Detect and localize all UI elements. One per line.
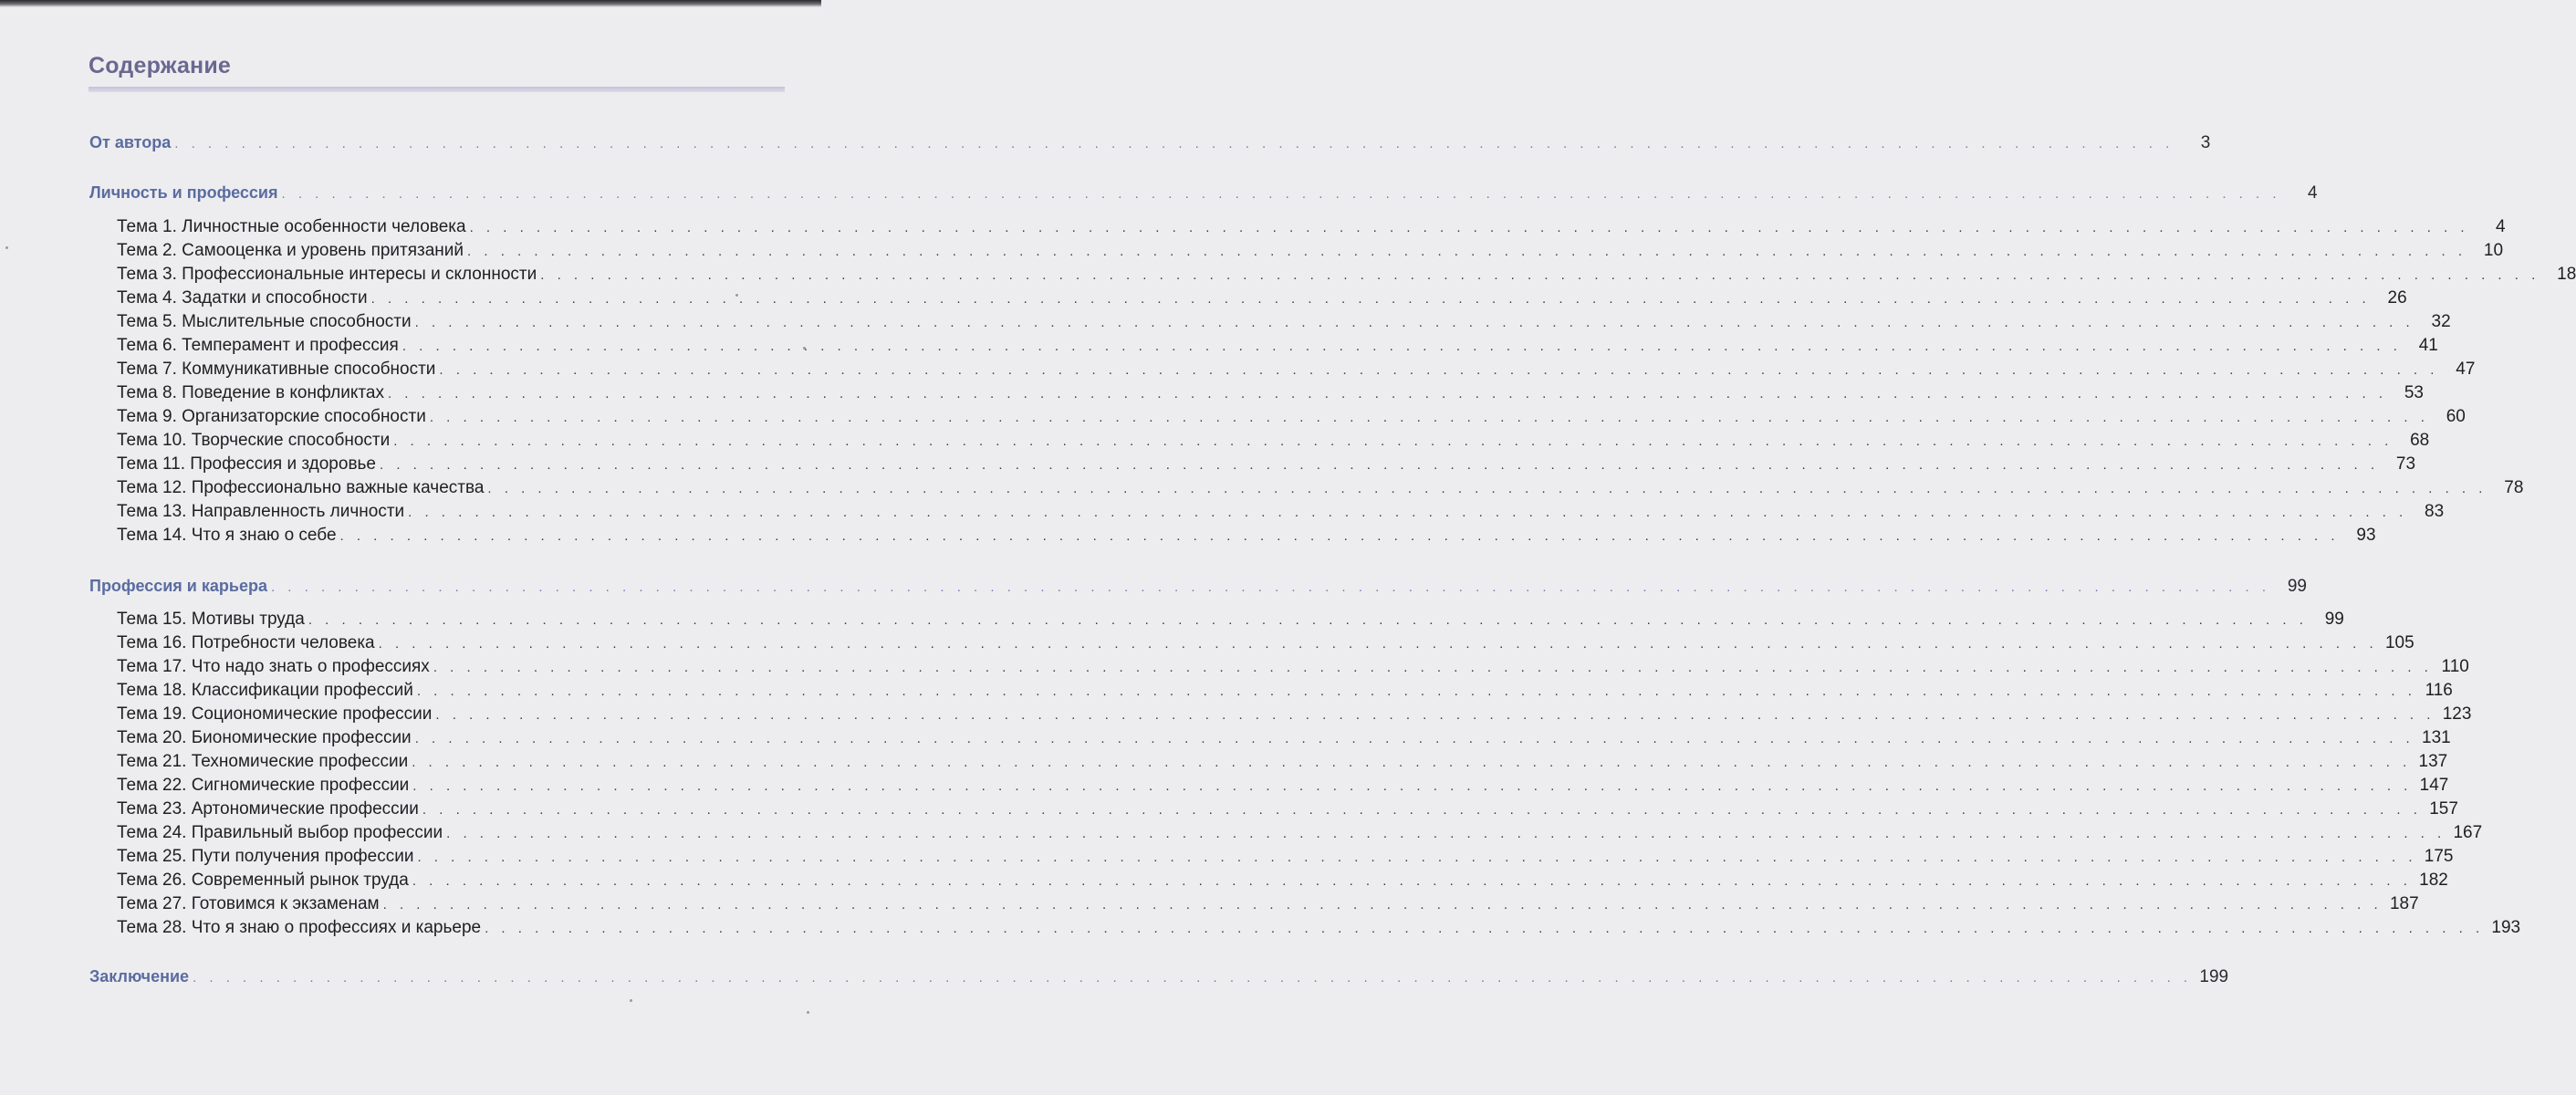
dot-leader: . . . . . . . . . . . . . . . . . . . . . . . . . . . . . . . . . . . . . . . . . . . . . . . . . . . . . . . . . . . . . . . . . . . . . . . . . . . . . . . . . . . . . . . . . . . . . . . . . . . . . . . . . . . . . . . . . . . . . . . . <box>422 802 2422 818</box>
toc-entry-label: Тема 11. Профессия и здоровье <box>117 454 376 474</box>
toc-entry-label: Тема 13. Направленность личности <box>117 502 405 521</box>
toc-entry-label: Заключение <box>89 967 190 986</box>
toc-topic-entry <box>117 526 2376 549</box>
scan-speck <box>5 246 8 249</box>
toc-section-entry <box>89 133 2211 157</box>
toc-topic-entry <box>117 360 2476 383</box>
toc-entry-label: Тема 27. Готовимся к экзаменам <box>117 894 380 913</box>
toc-page-number: 41 <box>2418 336 2438 355</box>
dot-leader: . . . . . . . . . . . . . . . . . . . . . . . . . . . . . . . . . . . . . . . . . . . . . . . . . . . . . . . . . . . . . . . . . . . . . . . . . . . . . . . . . . . . . . . . . . . . . . . . . . . . . . . . . . . . . . . . . . . . . . . . <box>382 897 2383 912</box>
toc-topic-entry <box>117 454 2416 478</box>
toc-entry-label: Тема 24. Правильный выбор профессии <box>117 823 443 842</box>
toc-entry-label: Тема 14. Что я знаю о себе <box>117 526 337 545</box>
toc-topic-entry <box>117 610 2344 633</box>
toc-entry-label: Тема 12. Профессионально важные качества <box>117 478 485 497</box>
toc-entry-label: Тема 20. Биономические профессии <box>117 728 412 747</box>
dot-leader: . . . . . . . . . . . . . . . . . . . . . . . . . . . . . . . . . . . . . . . . . . . . . . . . . . . . . . . . . . . . . . . . . . . . . . . . . . . . . . . . . . . . . . . . . . . . . . . . . . . . . . . . . . . . . . . . . . . . . . . . <box>308 612 2308 628</box>
dot-leader: . . . . . . . . . . . . . . . . . . . . . . . . . . . . . . . . . . . . . . . . . . . . . . . . . . . . . . . . . . . . . . . . . . . . . . . . . . . . . . . . . . . . . . . . . . . . . . . . . . . . . . . . . . . . . . . . . . . . . . . . <box>487 481 2487 496</box>
toc-topic-entry <box>117 502 2445 526</box>
toc-page-number: 105 <box>2384 633 2414 652</box>
toc-entry-label: Тема 23. Артономические профессии <box>117 799 419 819</box>
toc-topic-entry <box>117 799 2458 823</box>
toc-page-number: 4 <box>2496 217 2506 236</box>
page-title: Содержание <box>89 53 232 78</box>
toc-entry-label: Тема 4. Задатки и способности <box>117 288 368 308</box>
toc-topic-entry <box>117 383 2424 407</box>
toc-entry-label: Тема 26. Современный рынок труда <box>117 871 409 890</box>
toc-topic-entry <box>117 407 2466 431</box>
toc-page-number: 193 <box>2491 918 2521 937</box>
dot-leader: . . . . . . . . . . . . . . . . . . . . . . . . . . . . . . . . . . . . . . . . . . . . . . . . . . . . . . . . . . . . . . . . . . . . . . . . . . . . . . . . . . . . . . . . . . . . . . . . . . . . . . . . . . . . . . . . . . . . . . . . <box>193 970 2193 986</box>
toc-topic-entry <box>117 728 2451 752</box>
toc-page-number: 157 <box>2429 799 2458 819</box>
dot-leader: . . . . . . . . . . . . . . . . . . . . . . . . . . . . . . . . . . . . . . . . . . . . . . . . . . . . . . . . . . . . . . . . . . . . . . . . . . . . . . . . . . . . . . . . . . . . . . . . . . . . . . . . . . . . . . . . . . . . . . . . <box>339 528 2340 544</box>
toc-page-number: 18 <box>2557 265 2576 284</box>
title-rule <box>89 87 785 92</box>
toc-page-number: 3 <box>2200 133 2211 152</box>
toc-page-number: 60 <box>2446 407 2466 426</box>
toc-page-number: 110 <box>2441 657 2469 676</box>
dot-leader: . . . . . . . . . . . . . . . . . . . . . . . . . . . . . . . . . . . . . . . . . . . . . . . . . . . . . . . . . . . . . . . . . . . . . . . . . . . . . . . . . . . . . . . . . . . . . . . . . . . . . . . . . . . . . . . . . . . . . . . . <box>469 220 2469 235</box>
dot-leader: . . . . . . . . . . . . . . . . . . . . . . . . . . . . . . . . . . . . . . . . . . . . . . . . . . . . . . . . . . . . . . . . . . . . . . . . . . . . . . . . . . . . . . . . . . . . . . . . . . . . . . . . . . . . . . . . . . . . . . . . <box>417 850 2417 865</box>
toc-topic-entry <box>117 776 2449 799</box>
toc-page-number: 10 <box>2483 241 2504 260</box>
toc-page-number: 175 <box>2424 847 2454 866</box>
dot-leader: . . . . . . . . . . . . . . . . . . . . . . . . . . . . . . . . . . . . . . . . . . . . . . . . . . . . . . . . . . . . . . . . . . . . . . . . . . . . . . . . . . . . . . . . . . . . . . . . . . . . . . . . . . . . . . . . . . . . . . . . <box>281 186 2281 202</box>
toc-entry-label: Тема 18. Классификации профессий <box>117 681 413 700</box>
toc-topic-entry <box>117 478 2524 502</box>
toc-topic-entry <box>117 752 2448 776</box>
dot-leader: . . . . . . . . . . . . . . . . . . . . . . . . . . . . . . . . . . . . . . . . . . . . . . . . . . . . . . . . . . . . . . . . . . . . . . . . . . . . . . . . . . . . . . . . . . . . . . . . . . . . . . . . . . . . . . . . . . . . . . . . <box>412 778 2413 794</box>
toc-page-number: 187 <box>2389 894 2419 913</box>
dot-leader: . . . . . . . . . . . . . . . . . . . . . . . . . . . . . . . . . . . . . . . . . . . . . . . . . . . . . . . . . . . . . . . . . . . . . . . . . . . . . . . . . . . . . . . . . . . . . . . . . . . . . . . . . . . . . . . . . . . . . . . . <box>414 315 2414 330</box>
dot-leader: . . . . . . . . . . . . . . . . . . . . . . . . . . . . . . . . . . . . . . . . . . . . . . . . . . . . . . . . . . . . . . . . . . . . . . . . . . . . . . . . . . . . . . . . . . . . . . . . . . . . . . . . . . . . . . . . . . . . . . . . <box>387 386 2387 402</box>
toc-page-number: 199 <box>2199 967 2229 986</box>
toc-entry-label: Тема 28. Что я знаю о профессиях и карьере <box>117 918 482 937</box>
dot-leader: . . . . . . . . . . . . . . . . . . . . . . . . . . . . . . . . . . . . . . . . . . . . . . . . . . . . . . . . . . . . . . . . . . . . . . . . . . . . . . . . . . . . . . . . . . . . . . . . . . . . . . . . . . . . . . . . . . . . . . . . <box>540 267 2540 283</box>
toc-topic-entry <box>117 265 2576 288</box>
toc-topic-entry <box>117 704 2472 728</box>
toc-topic-entry <box>117 847 2454 871</box>
toc-topic-entry <box>117 431 2430 454</box>
toc-entry-label: Тема 5. Мыслительные способности <box>117 312 412 331</box>
scan-speck <box>630 999 632 1002</box>
dot-leader: . . . . . . . . . . . . . . . . . . . . . . . . . . . . . . . . . . . . . . . . . . . . . . . . . . . . . . . . . . . . . . . . . . . . . . . . . . . . . . . . . . . . . . . . . . . . . . . . . . . . . . . . . . . . . . . . . . . . . . . . <box>433 660 2433 675</box>
dot-leader: . . . . . . . . . . . . . . . . . . . . . . . . . . . . . . . . . . . . . . . . . . . . . . . . . . . . . . . . . . . . . . . . . . . . . . . . . . . . . . . . . . . . . . . . . . . . . . . . . . . . . . . . . . . . . . . . . . . . . . . . <box>380 457 2380 473</box>
toc-topic-entry <box>117 217 2506 241</box>
dot-leader: . . . . . . . . . . . . . . . . . . . . . . . . . . . . . . . . . . . . . . . . . . . . . . . . . . . . . . . . . . . . . . . . . . . . . . . . . . . . . . . . . . . . . . . . . . . . . . . . . . . . . . . . . . . . . . . . . . . . . . . . <box>485 921 2485 936</box>
toc-entry-label: Тема 8. Поведение в конфликтах <box>117 383 384 402</box>
dot-leader: . . . . . . . . . . . . . . . . . . . . . . . . . . . . . . . . . . . . . . . . . . . . . . . . . . . . . . . . . . . . . . . . . . . . . . . . . . . . . . . . . . . . . . . . . . . . . . . . . . . . . . . . . . . . . . . . . . . . . . . . <box>414 731 2414 746</box>
dot-leader: . . . . . . . . . . . . . . . . . . . . . . . . . . . . . . . . . . . . . . . . . . . . . . . . . . . . . . . . . . . . . . . . . . . . . . . . . . . . . . . . . . . . . . . . . . . . . . . . . . . . . . . . . . . . . . . . . . . . . . . . <box>467 244 2467 259</box>
toc-page-number: 78 <box>2504 478 2524 497</box>
dot-leader: . . . . . . . . . . . . . . . . . . . . . . . . . . . . . . . . . . . . . . . . . . . . . . . . . . . . . . . . . . . . . . . . . . . . . . . . . . . . . . . . . . . . . . . . . . . . . . . . . . . . . . . . . . . . . . . . . . . . . . . . <box>429 410 2429 425</box>
toc-page-number: 53 <box>2404 383 2424 402</box>
toc-topic-entry <box>117 823 2483 847</box>
dot-leader: . . . . . . . . . . . . . . . . . . . . . . . . . . . . . . . . . . . . . . . . . . . . . . . . . . . . . . . . . . . . . . . . . . . . . . . . . . . . . . . . . . . . . . . . . . . . . . . . . . . . . . . . . . . . . . . . . . . . . . . . <box>412 873 2412 889</box>
dot-leader: . . . . . . . . . . . . . . . . . . . . . . . . . . . . . . . . . . . . . . . . . . . . . . . . . . . . . . . . . . . . . . . . . . . . . . . . . . . . . . . . . . . . . . . . . . . . . . . . . . . . . . . . . . . . . . . . . . . . . . . . <box>393 433 2393 449</box>
dot-leader: . . . . . . . . . . . . . . . . . . . . . . . . . . . . . . . . . . . . . . . . . . . . . . . . . . . . . . . . . . . . . . . . . . . . . . . . . . . . . . . . . . . . . . . . . . . . . . . . . . . . . . . . . . . . . . . . . . . . . . . . <box>416 683 2416 699</box>
dot-leader: . . . . . . . . . . . . . . . . . . . . . . . . . . . . . . . . . . . . . . . . . . . . . . . . . . . . . . . . . . . . . . . . . . . . . . . . . . . . . . . . . . . . . . . . . . . . . . . . . . . . . . . . . . . . . . . . . . . . . . . . <box>402 339 2402 354</box>
dot-leader: . . . . . . . . . . . . . . . . . . . . . . . . . . . . . . . . . . . . . . . . . . . . . . . . . . . . . . . . . . . . . . . . . . . . . . . . . . . . . . . . . . . . . . . . . . . . . . . . . . . . . . . . . . . . . . . . . . . . . . . . <box>270 579 2270 595</box>
dot-leader: . . . . . . . . . . . . . . . . . . . . . . . . . . . . . . . . . . . . . . . . . . . . . . . . . . . . . . . . . . . . . . . . . . . . . . . . . . . . . . . . . . . . . . . . . . . . . . . . . . . . . . . . . . . . . . . . . . . . . . . . <box>435 707 2435 723</box>
toc-entry-label: От автора <box>89 133 172 151</box>
toc-entry-label: Тема 21. Техномические профессии <box>117 752 409 771</box>
dot-leader: . . . . . . . . . . . . . . . . . . . . . . . . . . . . . . . . . . . . . . . . . . . . . . . . . . . . . . . . . . . . . . . . . . . . . . . . . . . . . . . . . . . . . . . . . . . . . . . . . . . . . . . . . . . . . . . . . . . . . . . . <box>412 755 2412 770</box>
toc-topic-entry <box>117 657 2469 681</box>
toc-topic-entry <box>117 312 2451 336</box>
toc-entry-label: Тема 2. Самооценка и уровень притязаний <box>117 241 464 260</box>
dot-leader: . . . . . . . . . . . . . . . . . . . . . . . . . . . . . . . . . . . . . . . . . . . . . . . . . . . . . . . . . . . . . . . . . . . . . . . . . . . . . . . . . . . . . . . . . . . . . . . . . . . . . . . . . . . . . . . . . . . . . . . . <box>446 826 2446 841</box>
scan-top-edge <box>0 0 821 7</box>
toc-topic-entry <box>117 633 2414 657</box>
toc-page-number: 47 <box>2456 360 2476 379</box>
toc-page-number: 182 <box>2419 871 2448 890</box>
toc-entry-label: Тема 22. Сигномические профессии <box>117 776 410 795</box>
toc-section-entry <box>89 967 2229 991</box>
toc-page-number: 32 <box>2431 312 2451 331</box>
toc-topic-entry <box>117 336 2438 360</box>
toc-page-number: 4 <box>2307 183 2318 203</box>
toc-entry-label: Тема 3. Профессиональные интересы и склонности <box>117 265 537 284</box>
toc-page-number: 99 <box>2324 610 2344 629</box>
dot-leader: . . . . . . . . . . . . . . . . . . . . . . . . . . . . . . . . . . . . . . . . . . . . . . . . . . . . . . . . . . . . . . . . . . . . . . . . . . . . . . . . . . . . . . . . . . . . . . . . . . . . . . . . . . . . . . . . . . . . . . . . <box>439 362 2439 378</box>
toc-page-number: 116 <box>2425 681 2453 700</box>
toc-page-number: 83 <box>2425 502 2445 521</box>
toc-topic-entry <box>117 241 2504 265</box>
toc-page-number: 73 <box>2395 454 2416 474</box>
toc-page-number: 147 <box>2419 776 2449 795</box>
toc-entry-label: Тема 10. Творческие способности <box>117 431 391 450</box>
toc-page-number: 167 <box>2453 823 2483 842</box>
toc-entry-label: Личность и профессия <box>89 183 278 202</box>
dot-leader: . . . . . . . . . . . . . . . . . . . . . . . . . . . . . . . . . . . . . . . . . . . . . . . . . . . . . . . . . . . . . . . . . . . . . . . . . . . . . . . . . . . . . . . . . . . . . . . . . . . . . . . . . . . . . . . . . . . . . . . . <box>378 636 2378 652</box>
toc-page-number: 123 <box>2442 704 2472 724</box>
toc-entry-label: Тема 17. Что надо знать о профессиях <box>117 657 430 676</box>
toc-entry-label: Тема 9. Организаторские способности <box>117 407 426 426</box>
toc-entry-label: Тема 1. Личностные особенности человека <box>117 217 466 236</box>
toc-topic-entry <box>117 918 2521 942</box>
toc-page-number: 93 <box>2356 526 2376 545</box>
toc-entry-label: Тема 16. Потребности человека <box>117 633 375 652</box>
toc-page-number: 137 <box>2418 752 2448 771</box>
toc-topic-entry <box>117 894 2419 918</box>
toc-entry-label: Тема 7. Коммуникативные способности <box>117 360 436 379</box>
scan-speck <box>807 1011 809 1014</box>
toc-section-entry <box>89 183 2318 207</box>
toc-section-entry <box>89 577 2307 600</box>
toc-page-number: 131 <box>2422 728 2451 747</box>
toc-topic-entry <box>117 288 2407 312</box>
toc-entry-label: Тема 25. Пути получения профессии <box>117 847 414 866</box>
toc-entry-label: Тема 19. Социономические профессии <box>117 704 433 724</box>
toc-topic-entry <box>117 681 2453 704</box>
toc-entry-label: Тема 6. Темперамент и профессия <box>117 336 399 355</box>
toc-entry-label: Тема 15. Мотивы труда <box>117 610 305 629</box>
toc-entry-label: Профессия и карьера <box>89 577 267 595</box>
dot-leader: . . . . . . . . . . . . . . . . . . . . . . . . . . . . . . . . . . . . . . . . . . . . . . . . . . . . . . . . . . . . . . . . . . . . . . . . . . . . . . . . . . . . . . . . . . . . . . . . . . . . . . . . . . . . . . . . . . . . . . . . <box>408 505 2408 520</box>
dot-leader: . . . . . . . . . . . . . . . . . . . . . . . . . . . . . . . . . . . . . . . . . . . . . . . . . . . . . . . . . . . . . . . . . . . . . . . . . . . . . . . . . . . . . . . . . . . . . . . . . . . . . . . . . . . . . . . . . . . . . . . . <box>370 291 2371 307</box>
toc-page-number: 68 <box>2410 431 2430 450</box>
dot-leader: . . . . . . . . . . . . . . . . . . . . . . . . . . . . . . . . . . . . . . . . . . . . . . . . . . . . . . . . . . . . . . . . . . . . . . . . . . . . . . . . . . . . . . . . . . . . . . . . . . . . . . . . . . . . . . . . . . . . . . . . <box>174 136 2174 151</box>
toc-topic-entry <box>117 871 2448 894</box>
toc-page-number: 99 <box>2287 577 2307 596</box>
toc-page-number: 26 <box>2387 288 2407 308</box>
